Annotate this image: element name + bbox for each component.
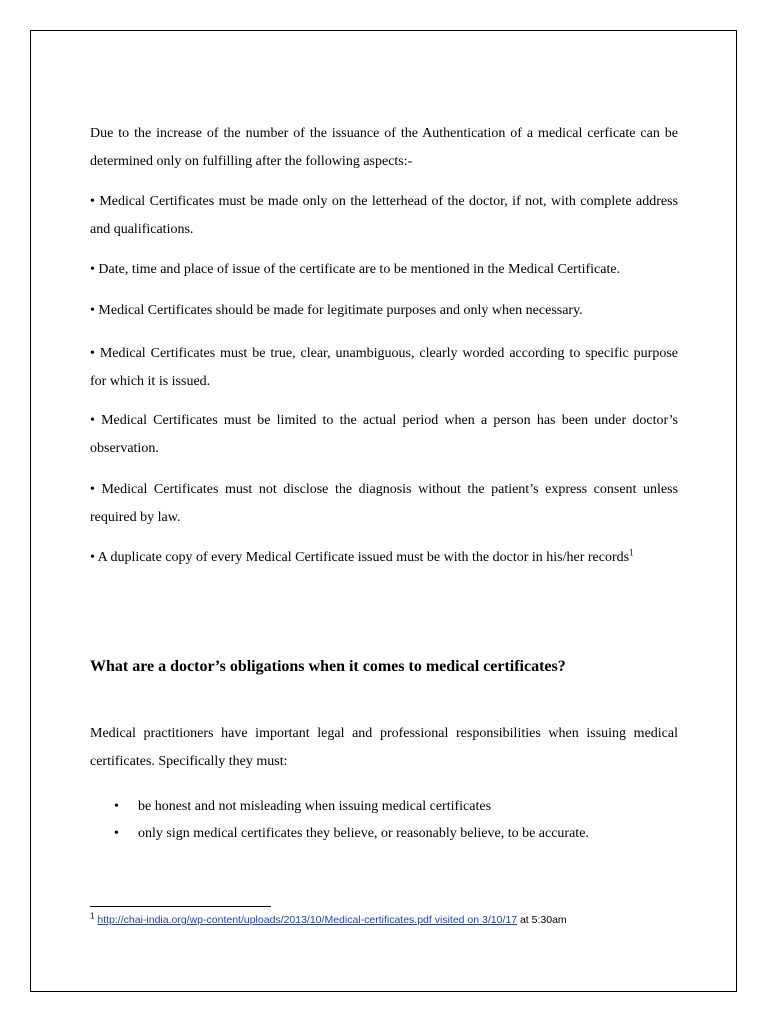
aspect-item (90, 188, 678, 244)
bullet-symbol: • (114, 799, 119, 814)
section-paragraph-text: Medical practitioners have important legal and professional responsibilities when issuing medical certificates. Specifically they must: (90, 726, 678, 769)
footnote-separator (90, 906, 271, 907)
obligations-list (90, 793, 678, 847)
bullet-symbol: • (90, 303, 95, 318)
footnote-number: 1 (90, 911, 95, 921)
aspect-text: Medical Certificates must be made only on the letterhead of the doctor, if not, with complete address and qualifications. (90, 194, 678, 237)
bullet-symbol: • (114, 826, 119, 841)
intro-paragraph (90, 120, 678, 176)
bullet-symbol: • (90, 194, 95, 209)
section-paragraph (90, 720, 678, 776)
footnote (90, 911, 567, 926)
aspect-item (90, 340, 678, 396)
aspect-text: Medical Certificates should be made for legitimate purposes and only when necessary. (98, 303, 583, 318)
intro-text: Due to the increase of the number of the issuance of the Authentication of a medical cerficate can be determined only on fulfilling after the following aspects:- (90, 126, 678, 169)
list-item-text: only sign medical certificates they believe, or reasonably believe, to be accurate. (138, 826, 589, 841)
bullet-symbol: • (90, 482, 95, 497)
bullet-symbol: • (90, 550, 95, 565)
aspect-item (90, 407, 678, 463)
bullet-symbol: • (90, 413, 95, 428)
bullet-symbol: • (90, 346, 95, 361)
list-item (90, 820, 678, 847)
bullet-symbol: • (90, 262, 95, 277)
aspect-text: Date, time and place of issue of the certificate are to be mentioned in the Medical Certificate. (98, 262, 621, 277)
aspect-text: Medical Certificates must be limited to the actual period when a person has been under doctor’s observation. (90, 413, 678, 456)
aspect-item (90, 544, 678, 572)
aspect-text: A duplicate copy of every Medical Certificate issued must be with the doctor in his/her records (97, 550, 630, 565)
aspect-text: Medical Certificates must not disclose the diagnosis without the patient’s express consent unless required by law. (90, 482, 678, 525)
footnote-reference: 1 (629, 547, 634, 558)
aspect-text: Medical Certificates must be true, clear, unambiguous, clearly worded according to specific purpose for which it is issued. (90, 346, 679, 389)
footnote-suffix: at 5:30am (517, 914, 567, 926)
aspect-item (90, 476, 678, 532)
footnote-link[interactable]: http://chai-india.org/wp-content/uploads/2013/10/Medical-certificates.pdf visited on 3/10/17 (97, 914, 518, 926)
aspect-item (90, 297, 678, 325)
list-item-text: be honest and not misleading when issuing medical certificates (138, 799, 492, 814)
list-item (90, 793, 678, 820)
aspect-item (90, 256, 678, 284)
section-heading: What are a doctor’s obligations when it comes to medical certificates? (90, 658, 566, 675)
